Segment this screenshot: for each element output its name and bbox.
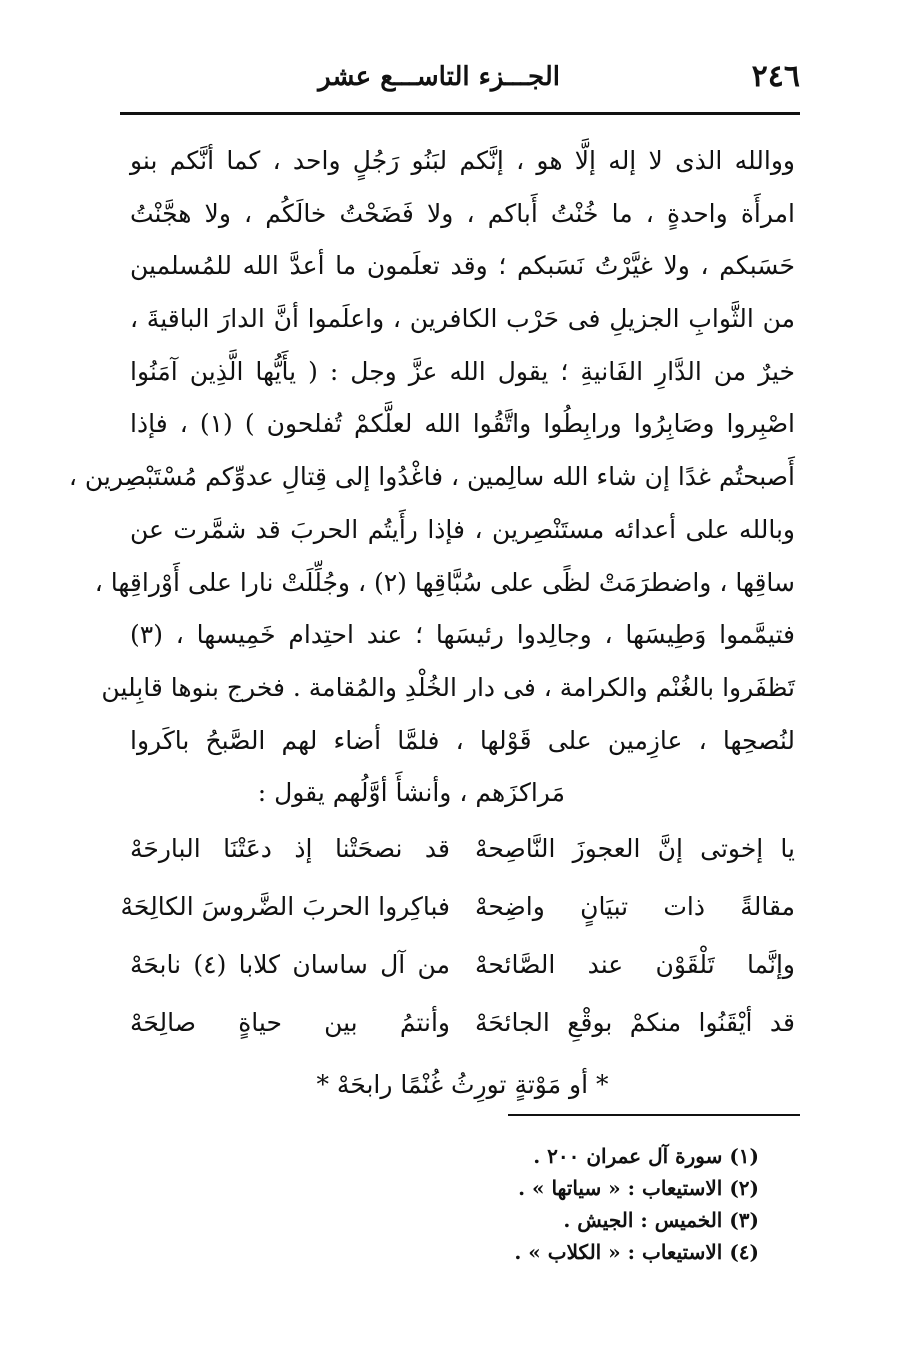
footnote: (٣) الخميس : الجيش . — [563, 1208, 759, 1232]
poem-hemistich-second: فباكِروا الحربَ الضَّروسَ الكالِحَهْ — [120, 892, 450, 921]
footnote: (١) سورة آل عمران ٢٠٠ . — [533, 1144, 759, 1168]
prose-line: خيرٌ من الدَّارِ الفَانيةِ ؛ يقول الله عزَّ وجل : ( يأَيُّها الَّذِين آمَنُوا — [130, 356, 795, 386]
prose-line: ووالله الذى لا إله إلَّا هو ، إنَّكم لبَنُو رَجُلٍ واحد ، كما أنَّكم بنو — [130, 146, 795, 175]
prose-line: من الثَّوابِ الجزيلِ فى حَرْب الكافرين ، واعلَموا أنَّ الدارَ الباقيةَ ، — [130, 304, 795, 334]
poem-hemistich-first: قد أيْقَنُوا منكمْ بوقْعِ الجائحَهْ — [475, 1008, 795, 1037]
poem-verse — [130, 820, 795, 878]
poem-verse — [130, 936, 795, 994]
poem-hemistich-second: قد نصحَتْنا إذ دعَتْنَا البارحَهْ — [130, 834, 450, 863]
poem-verse — [130, 994, 795, 1052]
poem-verse — [120, 878, 795, 936]
page-header — [120, 55, 800, 103]
prose-body — [68, 135, 795, 820]
running-head: الجـــزء التاســـع عشر — [318, 62, 560, 92]
footnote: (٢) الاستيعاب : « سياتها » . — [518, 1176, 759, 1200]
poem-hemistich-second: من آل ساسان كلابا (٤) نابحَهْ — [130, 950, 450, 979]
footnotes — [459, 1140, 759, 1268]
poem-closing-verse: * أو مَوْتةٍ تورِثُ غُنْمًا رابحَهْ * — [316, 1070, 609, 1099]
footnote: (٤) الاستيعاب : « الكلاب » . — [514, 1240, 759, 1264]
poem-hemistich-first: مقالةً ذات تبيَانٍ واضِحهْ — [475, 892, 795, 921]
prose-line: أَصبحتُم غدًا إن شاء الله سالِمين ، فاغْدُوا إلى قِتالِ عدوِّكم مُسْتَبْصِرين ، — [68, 462, 795, 492]
footnote-rule — [508, 1114, 800, 1116]
header-rule — [120, 112, 800, 115]
prose-line: مَراكزَهم ، وأنشأَ أوَّلُهم يقول : — [257, 778, 565, 808]
prose-line: اصْبِروا وصَابِرُوا ورابِطُوا واتَّقُوا الله لعلَّكمْ تُفلحون ) (١) ، فإذا — [130, 409, 795, 439]
poem-hemistich-second: وأنتمُ بين حياةٍ صالِحَهْ — [130, 1008, 450, 1037]
prose-line: ساقِها ، واضطرَمَتْ لظًى على سُبَّاقِها (٢) ، وجُلِّلَتْ نارا على أَوْراقِها ، — [94, 567, 795, 597]
prose-line: امرأَة واحدةٍ ، ما خُنْتُ أَباكم ، ولا فَضَحْتُ خالَكُم ، ولا هجَّنْتُ — [130, 198, 795, 228]
prose-line: وبالله على أعدائه مستَنْصِرين ، فإذا رأَيتُم الحربَ قد شمَّرت عن — [130, 514, 795, 544]
poem-hemistich-first: يا إخوتى إنَّ العجوزَ النَّاصِحهْ — [475, 834, 795, 863]
prose-line: فتيمَّموا وَطِيسَها ، وجالِدوا رئيسَها ؛ عند احتِدام خَمِيسها ، (٣) — [130, 620, 795, 650]
prose-line: تَظفَروا بالغُنْم والكرامة ، فى دار الخُلْدِ والمُقامة . فخرج بنوها قابِلين — [101, 672, 795, 702]
poem — [120, 820, 795, 1052]
page-number: ٢٤٦ — [751, 59, 800, 94]
poem-hemistich-first: وإنَّما تَلْقَوْن عند الصَّائحهْ — [475, 950, 795, 979]
prose-line: لنُصحِها ، عازِمين على قَوْلها ، فلمَّا أضاء لهم الصَّبحُ باكَروا — [130, 725, 795, 755]
prose-line: حَسَبكم ، ولا غيَّرْتُ نَسَبكم ؛ وقد تعلَمون ما أعدَّ الله للمُسلمين — [130, 251, 795, 281]
